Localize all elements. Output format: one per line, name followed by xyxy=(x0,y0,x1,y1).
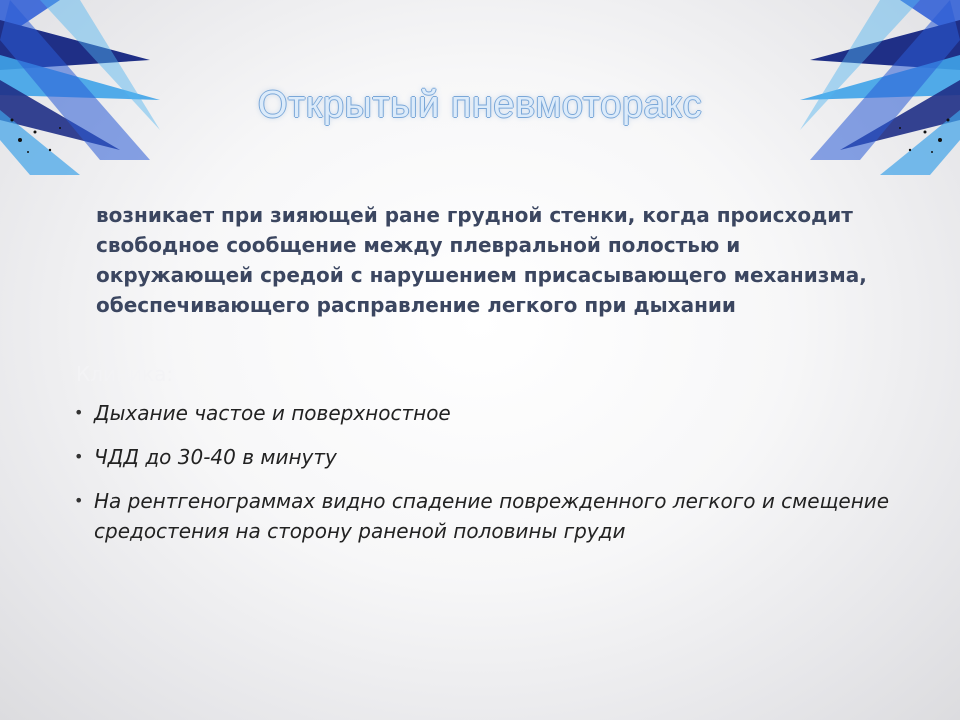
definition-text: возникает при зияющей ране грудной стенки, когда происходит свободное сообщение между плевральной полостью и окружающей средой с нарушением присасывающего механизма, обеспечивающего расправление легкого при дыхании xyxy=(96,203,867,317)
bullet-icon: • xyxy=(74,403,84,422)
list-item xyxy=(72,398,892,428)
list-item xyxy=(72,442,892,472)
bullet-icon: • xyxy=(74,491,84,510)
bullet-list xyxy=(72,398,892,560)
list-item xyxy=(72,486,892,546)
list-item-text: ЧДД до 30-40 в минуту xyxy=(94,445,337,469)
bullet-icon: • xyxy=(74,447,84,466)
list-item-text: Дыхание частое и поверхностное xyxy=(94,401,451,425)
list-item-text: На рентгенограммах видно спадение поврежденного легкого и смещение средостения на сторону раненой половины груди xyxy=(94,489,890,543)
slide-title: Открытый пневмоторакс xyxy=(257,84,703,126)
section-heading: Клиника: xyxy=(76,362,174,386)
